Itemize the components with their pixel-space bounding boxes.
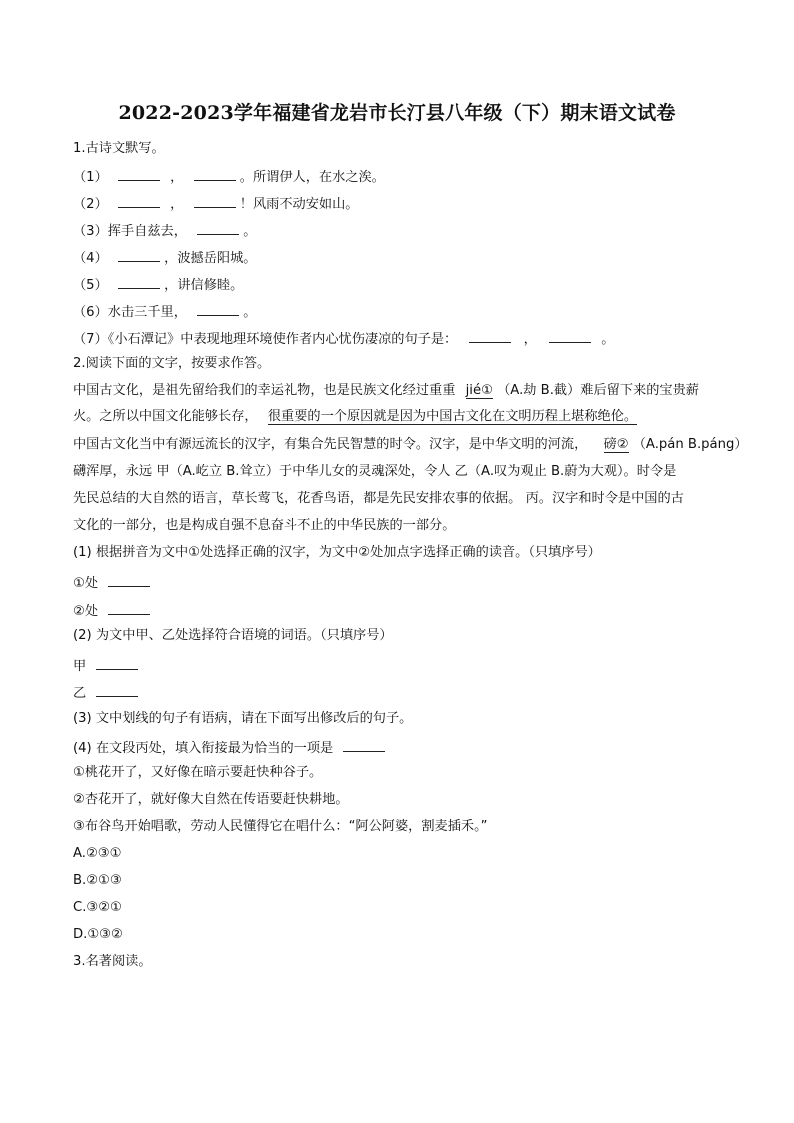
q2-sub3: (3) 文中划线的句子有语病，请在下面写出修改后的句子。: [73, 711, 413, 726]
answer-blank[interactable]: [194, 193, 236, 208]
exam-title: 2022-2023学年福建省龙岩市长汀县八年级（下）期末语文试卷: [118, 102, 676, 124]
q2-sub2: (2) 为文中甲、乙处选择符合语境的词语。（只填序号）: [73, 628, 393, 643]
q1-item-7: （7）《小石潭记》中表现地理环境使作者内心忧伤凄凉的句子是： ， 。: [73, 328, 614, 349]
choice-c[interactable]: C.③②①: [73, 900, 122, 915]
answer-blank[interactable]: [343, 737, 385, 752]
answer-blank[interactable]: [194, 166, 236, 181]
q3-heading: 3.名著阅读。: [73, 954, 152, 969]
choice-b[interactable]: B.②①③: [73, 873, 122, 888]
answer-blank[interactable]: [118, 274, 160, 289]
underlined-sentence: 很重要的一个原因就是因为中国古文化在文明历程上堪称绝伦。: [267, 409, 638, 424]
answer-blank[interactable]: [469, 328, 511, 343]
q2-sub2-answer-jia: 甲: [73, 655, 138, 676]
q2-option-2: ②杏花开了，就好像大自然在传语要赶快耕地。: [73, 792, 349, 807]
answer-blank[interactable]: [197, 220, 239, 235]
q1-item-1: （1） ， 。所谓伊人，在水之涘。: [73, 166, 385, 187]
answer-blank[interactable]: [108, 572, 150, 587]
q2-sub1: (1) 根据拼音为文中①处选择正确的汉字，为文中②处加点字选择正确的读音。（只填序号）: [73, 545, 601, 560]
q2-option-1: ①桃花开了，又好像在暗示要赶快种谷子。: [73, 765, 323, 780]
choice-a[interactable]: A.②③①: [73, 846, 122, 861]
answer-blank[interactable]: [118, 193, 160, 208]
answer-blank[interactable]: [549, 328, 591, 343]
q2-sub4: (4) 在文段丙处，填入衔接最为恰当的一项是: [73, 737, 385, 758]
q1-item-4: （4） ，波撼岳阳城。: [73, 247, 256, 268]
q1-item-3: （3）挥手自兹去， 。: [73, 220, 256, 241]
q2-passage-line-4: 礴浑厚，永远 甲（A.屹立 B.耸立）于中华儿女的灵魂深处，令人 乙（A.叹为观止 B.蔚为大观）。时令是: [73, 464, 677, 479]
q1-item-5: （5） ，讲信修睦。: [73, 274, 243, 295]
q2-passage-line-1: 中国古文化，是祖先留给我们的幸运礼物，也是民族文化经过重重 jié① （A.劫 B.截）难后留下来的宝贵薪: [73, 383, 699, 398]
q2-sub1-answer-2: ②处: [73, 600, 150, 621]
q1-item-6: （6）水击三千里， 。: [73, 301, 256, 322]
choice-d[interactable]: D.①③②: [73, 927, 123, 942]
q2-passage-line-6: 文化的一部分，也是构成自强不息奋斗不止的中华民族的一部分。: [73, 518, 456, 533]
answer-blank[interactable]: [118, 247, 160, 262]
q2-sub2-answer-yi: 乙: [73, 682, 138, 703]
q2-passage-line-5: 先民总结的大自然的语言，草长莺飞，花香鸟语，都是先民安排农事的依据。 丙。汉字和时令是中国的古: [73, 491, 684, 506]
q1-heading: 1.古诗文默写。: [73, 141, 165, 156]
answer-blank[interactable]: [118, 166, 160, 181]
answer-blank[interactable]: [197, 301, 239, 316]
q2-passage-line-2: 火。之所以中国文化能够长存， 很重要的一个原因就是因为中国古文化在文明历程上堪称绝伦。: [73, 409, 638, 424]
q2-option-3: ③布谷鸟开始唱歌，劳动人民懂得它在唱什么：“阿公阿婆，割麦插禾。”: [73, 819, 488, 834]
answer-blank[interactable]: [96, 655, 138, 670]
answer-blank[interactable]: [108, 600, 150, 615]
q2-heading: 2.阅读下面的文字，按要求作答。: [73, 356, 271, 371]
q2-sub1-answer-1: ①处: [73, 572, 150, 593]
answer-blank[interactable]: [96, 682, 138, 697]
q2-passage-line-3: 中国古文化当中有源远流长的汉字，有集合先民智慧的时令。汉字，是中华文明的河流， 磅② （A.pán B.páng）: [73, 437, 748, 452]
q1-item-2: （2） ， ！风雨不动安如山。: [73, 193, 358, 214]
